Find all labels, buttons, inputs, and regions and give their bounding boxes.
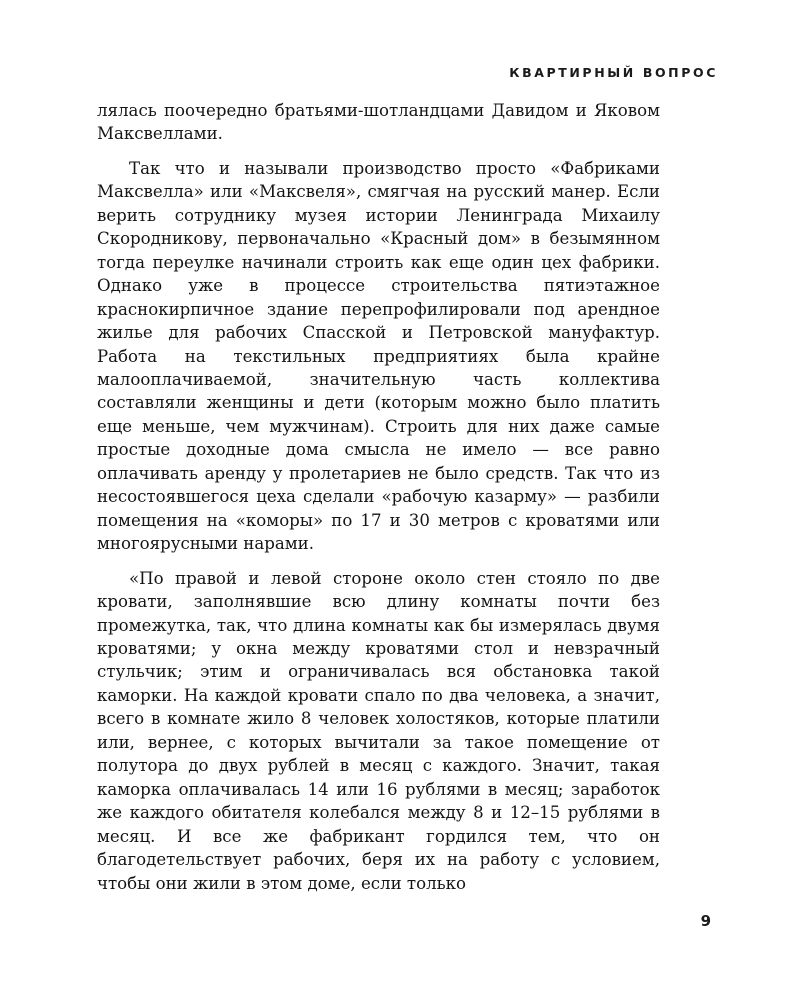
running-head: КВАРТИРНЫЙ ВОПРОС bbox=[509, 65, 718, 80]
paragraph: Так что и называли производство просто «Фабриками Максвелла» или «Максвеля», смягчая на русский манер. Если верить сотруднику музея истории Ленинграда Михаилу Скородникову, первоначально «Красный дом» в безымянном тогда переулке начинали строить как еще один цех фабрики. Однако уже в процессе строительства пятиэтажное краснокирпичное здание перепрофилировали под арендное жилье для рабочих Спасской и Петровской мануфактур. Работа на текстильных предприятиях была крайне малооплачиваемой, значительную часть коллектива составляли женщины и дети (которым можно было платить еще меньше, чем мужчинам). Строить для них даже самые простые доходные дома смысла не имело — все равно оплачивать аренду у пролетариев не было средств. Так что из несостоявшегося цеха сделали «рабочую казарму» — разбили помещения на «коморы» по 17 и 30 метров с кроватями или многоярусными нарами. bbox=[97, 158, 660, 554]
page-number: 9 bbox=[700, 912, 711, 930]
paragraph-continued: лялась поочередно братьями-шотландцами Давидом и Яковом Максвеллами. bbox=[97, 101, 660, 144]
quote-paragraph: «По правой и левой стороне около стен стояло по две кровати, заполнявшие всю длину комнаты почти без промежутка, так, что длина комнаты как бы измерялась двумя кроватями; у окна между кроватями стол и невзрачный стульчик; этим и ограничивалась вся обстановка такой каморки. На каждой кровати спало по два человека, а значит, всего в комнате жило 8 человек холостяков, которые платили или, вернее, с которых вычитали за такое помещение от полутора до двух рублей в месяц с каждого. Значит, такая каморка оплачивалась 14 или 16 рублями в месяц; заработок же каждого обитателя колебался между 8 и 12–15 рублями в месяц. И все же фабрикант гордился тем, что он благодетельствует рабочих, беря их на работу с условием, чтобы они жили в этом доме, если только bbox=[97, 568, 660, 893]
body-text bbox=[97, 99, 660, 895]
